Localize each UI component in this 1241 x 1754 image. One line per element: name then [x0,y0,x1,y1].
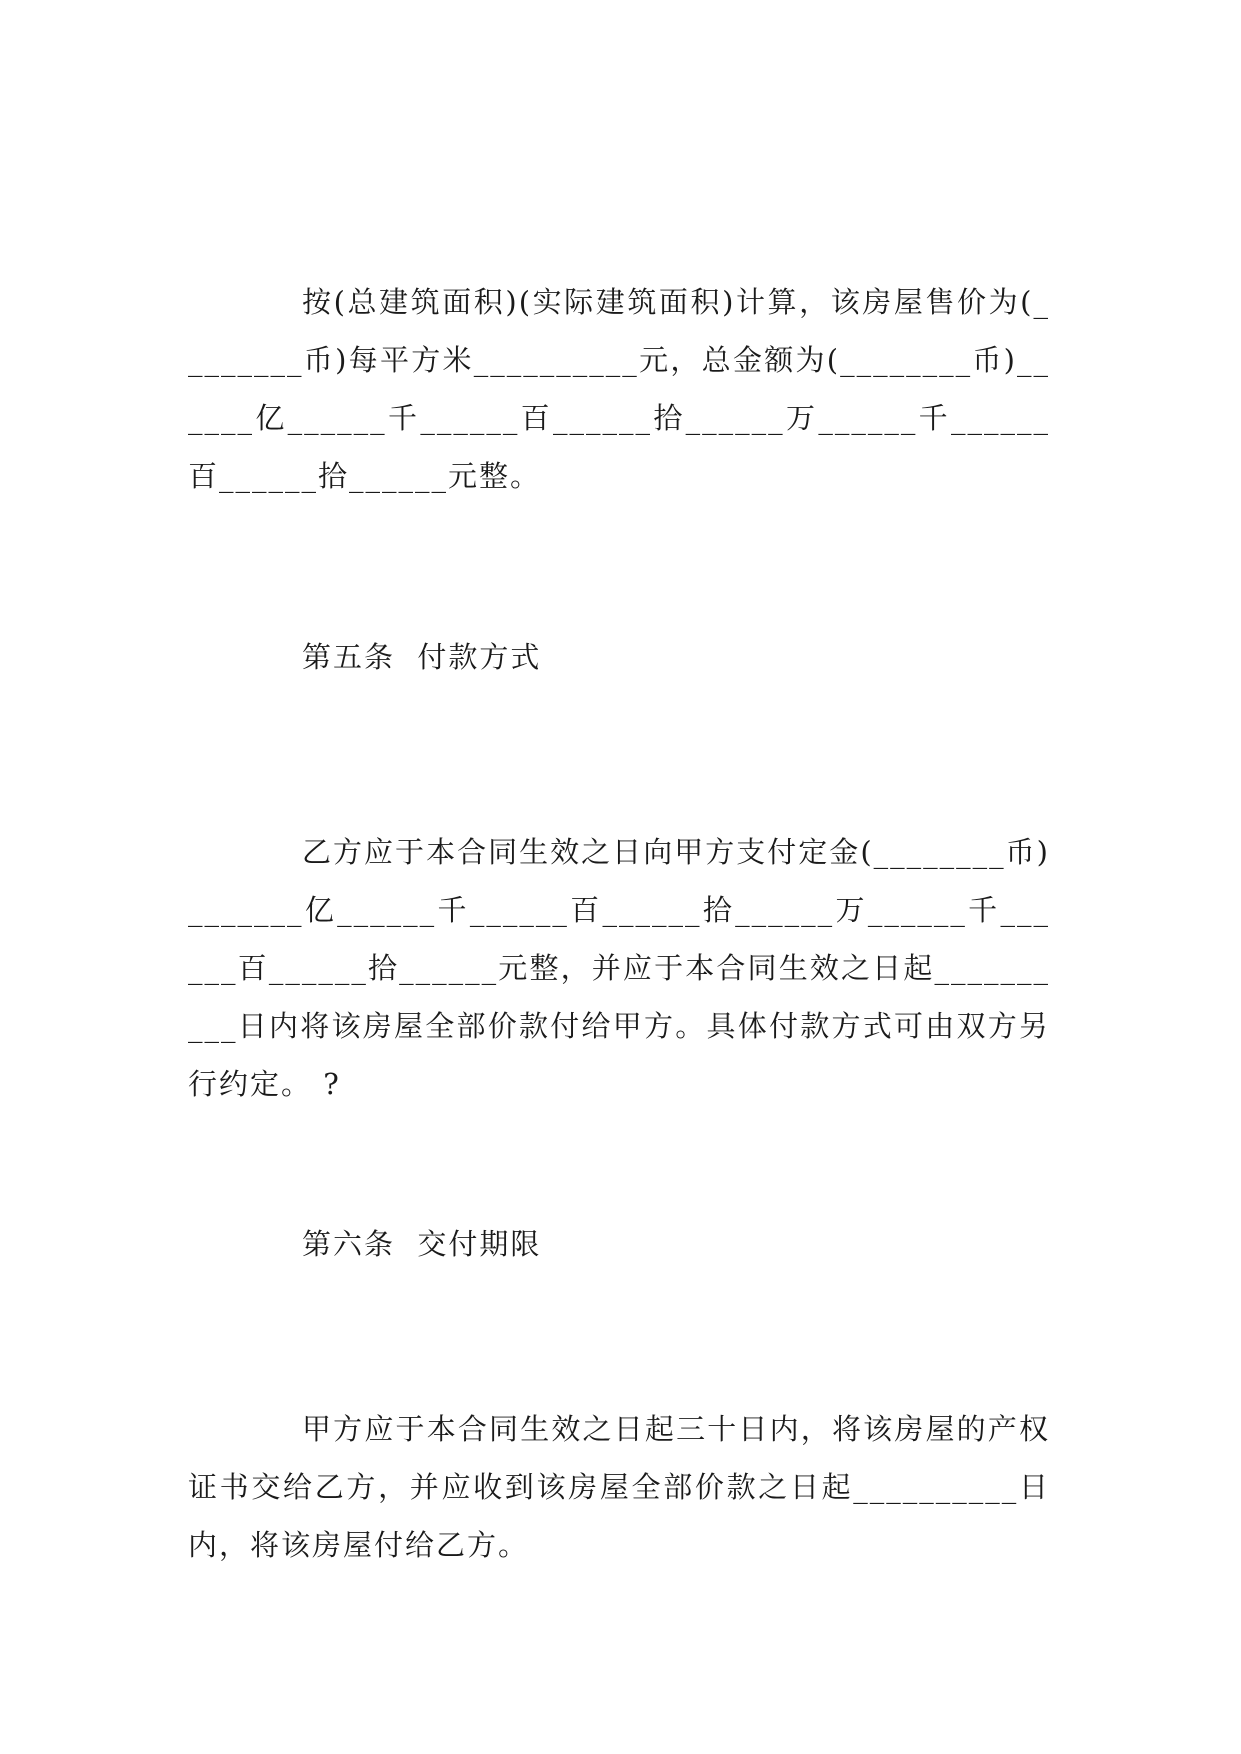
article-5-heading: 第五条 付款方式 [302,640,542,674]
article-6-heading: 第六条 交付期限 [302,1227,542,1261]
price-paragraph: 按(总建筑面积)(实际建筑面积)计算，该房屋售价为(________币)每平方米__________元，总金额为(________币)______亿______千______百______拾______万______千______百______拾______元整。 [188,285,1050,493]
delivery-paragraph: 甲方应于本合同生效之日起三十日内，将该房屋的产权证书交给乙方，并应收到该房屋全部价款之日起__________日内，将该房屋付给乙方。 [188,1412,1050,1562]
payment-paragraph: 乙方应于本合同生效之日向甲方支付定金(________币)_______亿______千______百______拾______万______千______百______拾______元整，并应于本合同生效之日起__________日内将该房屋全部价款付给甲方。具体付款方式可由双方另行约定。 ? [188,835,1050,1101]
